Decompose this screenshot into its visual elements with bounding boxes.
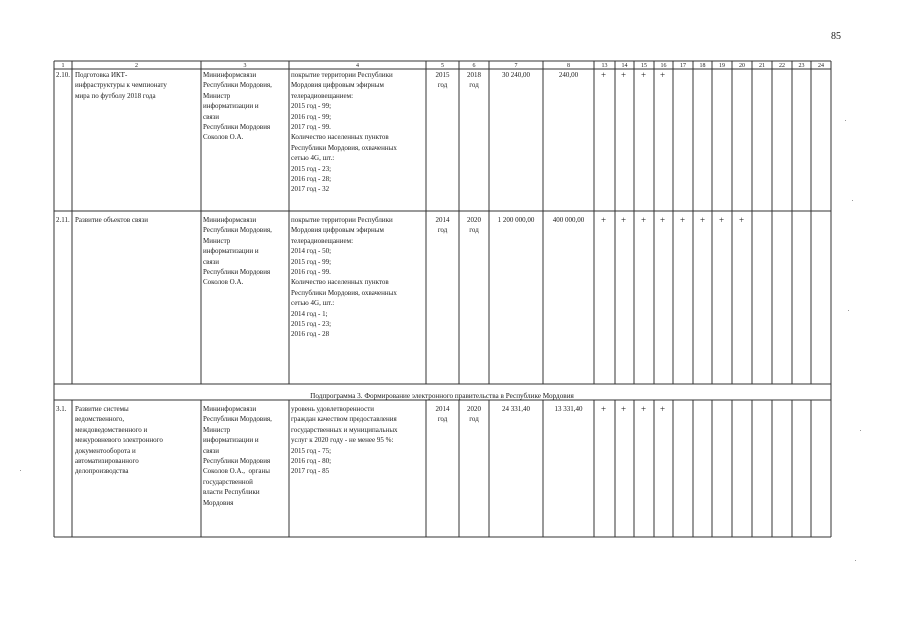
row-number: 2.11. [56,216,70,224]
responsible-executor: Мининформсвязи Республики Мордовия, Министр информатизации и связи Республики Мордовия Соколов О.А., органы государственной власти Республики Мордовия [203,405,272,507]
scan-speck [845,120,846,121]
col-header-20: 20 [739,63,745,69]
budget-funding: 13 331,40 [554,405,583,413]
budget-funding: 240,00 [558,71,579,79]
target-indicator: уровень удовлетворенности граждан качеством предоставления государственных и муниципальных услуг к 2020 году - не менее 95 %: 2015 год - 75; 2016 год - 80; 2017 год - 85 [291,405,398,476]
start-year: 2015 год [435,71,450,90]
row-number: 3.1. [56,405,67,413]
measure-name: Развитие объектов связи [75,216,148,224]
total-funding: 24 331,40 [502,405,530,413]
plan-mark: + [621,70,627,80]
col-header-16: 16 [660,63,667,69]
plan-mark: + [621,404,627,414]
plan-mark: + [641,404,647,414]
col-header-5: 5 [441,63,444,69]
start-year: 2014 год [435,405,450,424]
total-funding: 1 200 000,00 [497,216,535,224]
scan-speck [852,200,853,201]
plan-mark: + [601,70,607,80]
subprogram-title: Подпрограмма 3. Формирование электронного правительства в Республике Мордовия [310,392,574,400]
total-funding: 30 240,00 [502,71,530,79]
plan-mark: + [739,215,745,225]
col-header-2: 2 [135,63,138,69]
col-header-1: 1 [61,63,65,69]
end-year: 2020 год [467,216,481,235]
plan-mark: + [700,215,706,225]
col-header-6: 6 [472,63,476,69]
col-header-3: 3 [243,63,247,69]
scan-speck [848,310,849,311]
target-indicator: покрытие территории Республики Мордовия цифровым эфирным телерадиовещанием: 2015 год - 99; 2016 год - 99; 2017 год - 99. Количество населенных пунктов Республики Мордовия, охваченных сетью 4G, шт.: 2015 год - 23; 2016 год - 28; 2017 год - 32 [291,71,397,194]
col-header-14: 14 [621,63,628,69]
page-number: 85 [831,31,841,42]
plan-mark: + [660,404,666,414]
col-header-23: 23 [798,63,805,69]
responsible-executor: Мининформсвязи Республики Мордовия, Министр информатизации и связи Республики Мордовия Соколов О.А. [203,216,272,287]
scan-speck [855,560,856,561]
col-header-24: 24 [818,63,824,69]
plan-mark: + [680,215,686,225]
col-header-19: 19 [719,63,725,69]
plan-mark: + [660,70,666,80]
plan-mark: + [719,215,725,225]
target-indicator: покрытие территории Республики Мордовия цифровым эфирным телерадиовещанием: 2014 год - 50; 2015 год - 99; 2016 год - 99. Количество населенных пунктов Республики Мордовия, охваченных сетью 4G, шт.: 2014 год - 1; 2015 год - 23; 2016 год - 28 [291,216,397,339]
row-number: 2.10. [56,71,70,79]
budget-funding: 400 000,00 [552,216,585,224]
measure-name: Развитие системы ведомственного, междоведомственного и межуровневого электронного документооборота и автоматизированного делопроизводства [75,405,163,476]
col-header-21: 21 [759,63,765,69]
col-header-15: 15 [641,63,647,69]
col-header-22: 22 [779,63,785,69]
end-year: 2018 год [467,71,481,90]
scan-speck [860,430,861,431]
plan-mark: + [601,404,607,414]
end-year: 2020 год [467,405,481,424]
measure-name: Подготовка ИКТ- инфраструктуры к чемпионату мира по футболу 2018 года [75,71,167,100]
responsible-executor: Мининформсвязи Республики Мордовия, Министр информатизации и связи Республики Мордовия Соколов О.А. [203,71,272,142]
plan-mark: + [641,70,647,80]
col-header-18: 18 [699,63,706,69]
plan-mark: + [660,215,666,225]
plan-mark: + [621,215,627,225]
start-year: 2014 год [435,216,450,235]
col-header-17: 17 [680,63,686,69]
plan-mark: + [601,215,607,225]
col-header-13: 13 [601,63,608,69]
plan-mark: + [641,215,647,225]
scan-speck [20,470,21,471]
col-header-4: 4 [356,63,359,69]
col-header-8: 8 [567,63,570,69]
col-header-7: 7 [514,63,518,69]
